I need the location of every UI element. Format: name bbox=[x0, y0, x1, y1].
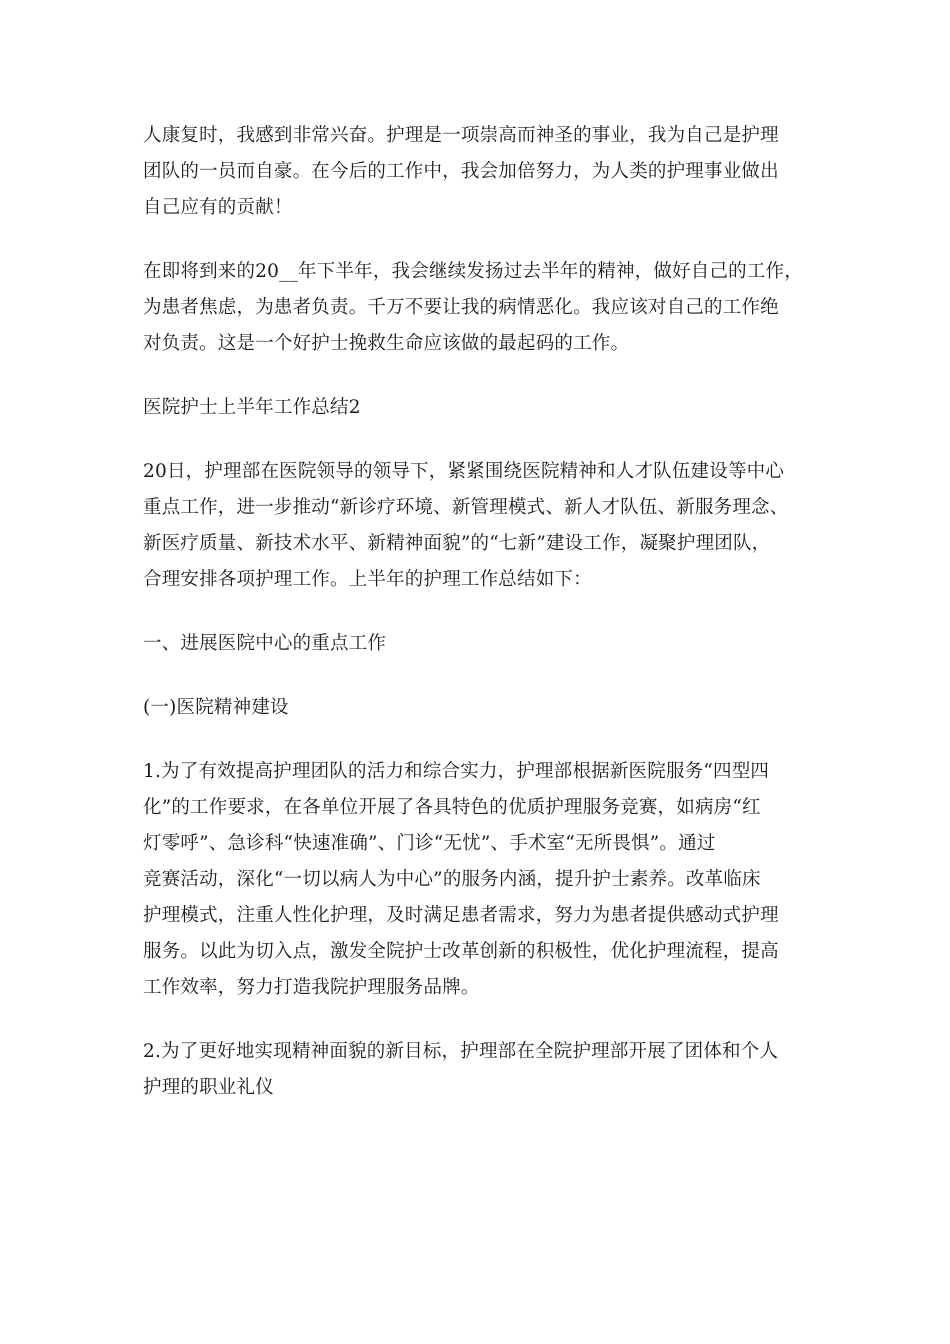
paragraph-gap bbox=[143, 726, 813, 754]
paragraph-4 bbox=[143, 454, 813, 598]
text-line: 合理安排各项护理工作。上半年的护理工作总结如下： bbox=[143, 569, 592, 590]
text-line: 在即将到来的20__年下半年，我会继续发扬过去半年的精神，做好自己的工作， bbox=[143, 261, 803, 282]
text-line: 重点工作，进一步推动“新诊疗环境、新管理模式、新人才队伍、新服务理念、 bbox=[143, 497, 789, 518]
text-line: 灯零呼”、急诊科“快速准确”、门诊“无忧”、手术室“无所畏惧”。通过 bbox=[143, 833, 716, 854]
paragraph-gap bbox=[143, 598, 813, 626]
heading-1 bbox=[143, 626, 813, 662]
text-line: 团队的一员而自豪。在今后的工作中，我会加倍努力，为人类的护理事业做出 bbox=[143, 161, 779, 182]
document-page bbox=[143, 118, 813, 1106]
text-line: 对负责。这是一个好护士挽救生命应该做的最起码的工作。 bbox=[143, 333, 630, 354]
text-line: (一)医院精神建设 bbox=[143, 697, 289, 718]
paragraph-2 bbox=[143, 254, 813, 362]
text-line: 一、进展医院中心的重点工作 bbox=[143, 633, 387, 654]
paragraph-1 bbox=[143, 118, 813, 226]
text-line: 2.为了更好地实现精神面貌的新目标，护理部在全院护理部开展了团体和个人 bbox=[143, 1041, 779, 1062]
text-line: 新医疗质量、新技术水平、新精神面貌”的“七新”建设工作，凝聚护理团队， bbox=[143, 533, 771, 554]
paragraph-gap bbox=[143, 426, 813, 454]
text-line: 人康复时，我感到非常兴奋。护理是一项崇高而神圣的事业，我为自己是护理 bbox=[143, 125, 779, 146]
paragraph-8 bbox=[143, 1034, 813, 1106]
text-line: 为患者焦虑，为患者负责。千万不要让我的病情恶化。我应该对自己的工作绝 bbox=[143, 297, 779, 318]
section-title bbox=[143, 390, 813, 426]
paragraph-gap bbox=[143, 226, 813, 254]
text-line: 服务。以此为切入点，激发全院护士改革创新的积极性，优化护理流程，提高 bbox=[143, 941, 779, 962]
text-line: 工作效率，努力打造我院护理服务品牌。 bbox=[143, 977, 480, 998]
paragraph-gap bbox=[143, 1006, 813, 1034]
text-line: 护理模式，注重人性化护理，及时满足患者需求，努力为患者提供感动式护理 bbox=[143, 905, 779, 926]
subheading-1 bbox=[143, 690, 813, 726]
paragraph-7 bbox=[143, 754, 813, 1006]
text-line: 20日，护理部在医院领导的领导下，紧紧围绕医院精神和人才队伍建设等中心 bbox=[143, 461, 785, 482]
text-line: 竞赛活动，深化“一切以病人为中心”的服务内涵，提升护士素养。改革临床 bbox=[143, 869, 761, 890]
text-line: 护理的职业礼仪 bbox=[143, 1077, 274, 1098]
text-line: 化”的工作要求，在各单位开展了各具特色的优质护理服务竞赛，如病房“红 bbox=[143, 797, 761, 818]
paragraph-gap bbox=[143, 362, 813, 390]
text-line: 1.为了有效提高护理团队的活力和综合实力，护理部根据新医院服务“四型四 bbox=[143, 761, 770, 782]
text-line: 自己应有的贡献！ bbox=[143, 197, 293, 218]
paragraph-gap bbox=[143, 662, 813, 690]
text-line: 医院护士上半年工作总结2 bbox=[143, 397, 361, 418]
